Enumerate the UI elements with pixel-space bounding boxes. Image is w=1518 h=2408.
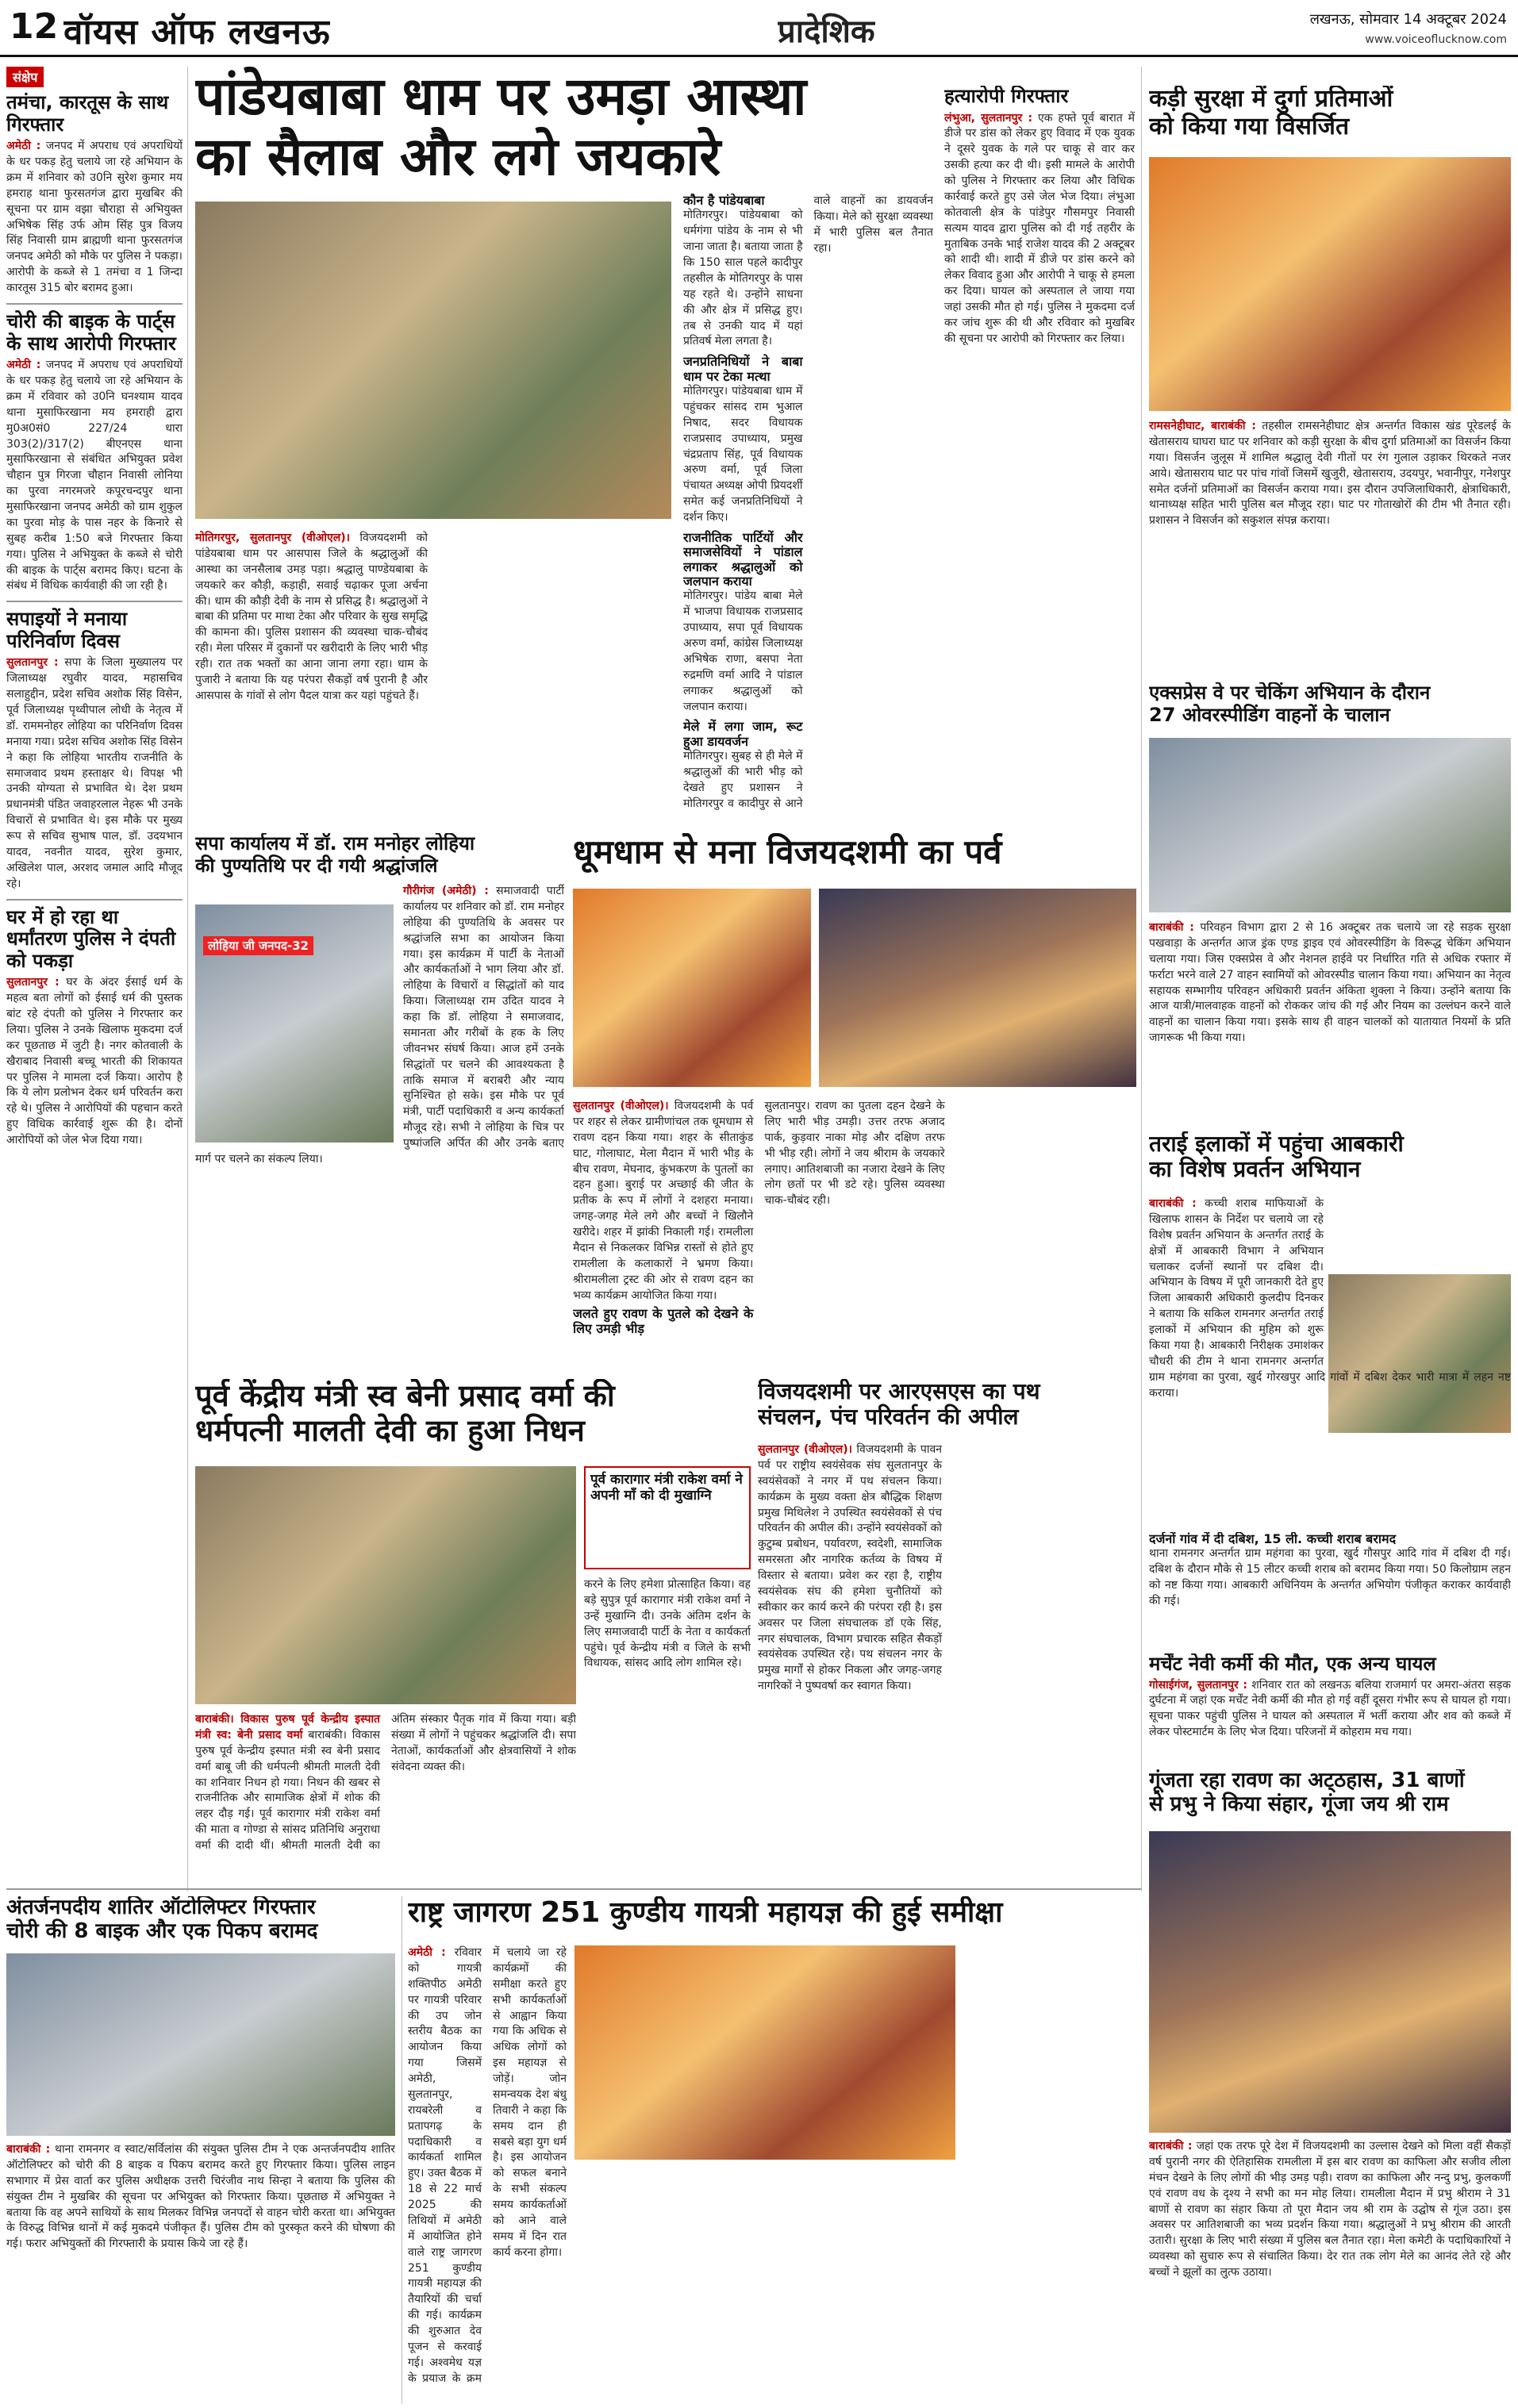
lead-story [195, 67, 933, 828]
gayatri-place: अमेठी : [408, 1946, 446, 1959]
express-photo [1149, 738, 1511, 912]
ravan-text: जहां एक तरफ पूरे देश में विजयदशमी का उल्लास देखने को मिला वहीं सैकड़ों वर्ष पुरानी नगर की ऐतिहासिक रामलीला में इस बार रावण का काफिला और सजीव लीला मंचन देखने के लिए लोगों की भीड़ उमड़ पड़ी। रावण का काफिला और नन्दु प्रभु, कुलकर्णी एवं रावण वध के दृश्य ने सभी का मन मोह लिया। रामलीला मैदान में प्रभु श्रीराम ने 31 बाणों से रावण का संहार किया तो पूरा मैदान जय श्री राम के उद्घोष से गूंज उठा। इस अवसर पर आतिशबाजी का भव्य प्रदर्शन किया गया। श्रद्धालुओं ने प्रभु श्रीराम की आरती उतारी। सुरक्षा के लिए भारी संख्या में पुलिस बल तैनात रहा। मेला कमेटी के पदाधिकारियों ने व्यवस्था को सुचारु रूप से संचालित किया। देर रात तक लोग मेले का आनंद लेते रहे और बच्चों ने झूलों का लुत्फ उठाया। [1149, 2140, 1511, 2279]
lead-text: विजयदशमी को पांडेयबाबा धाम पर आसपास जिले के श्रद्धालुओं की आस्था का जनसैलाब उमड़ पड़ा। श्रद्धालु पाण्डेयबाबा के जयकारे कर कौड़ी, कड़ाही, सवाई चढ़ाकर पूजा अर्चना की। धाम की कौड़ी देवी के नाम से प्रसिद्ध है। श्रद्धालुओं ने बाबा की प्रतिमा पर माथा टेका और परिवार के सुख समृद्धि की कामना की। पुलिस प्रशासन की व्यवस्था चाक-चौबंद रही। मेला परिसर में दुकानों पर खरीदारी के लिए भारी भीड़ रही। रात तक भक्तों का आना जाना लगा रहा। धाम के पुजारी ने बताया कि यह परंपरा सैकड़ों वर्ष पुरानी है और आसपास के गांवों से लोग पैदल यात्रा कर यहां पहुंचते हैं। [195, 532, 428, 702]
brief-place-3: सुलतानपुर : [6, 656, 59, 670]
lead-photo-caption: मोतिगरपुर, सुलतानपुर (वीओएल)। [195, 532, 350, 544]
rss-headline-2: संचलन, पंच परिवर्तन की अपील [758, 1404, 1019, 1431]
brief-headline-4: घर में हो रहा था धर्मांतरण पुलिस ने दंपती को पकड़ा [6, 905, 176, 972]
brief-text-2: जनपद में अपराध एवं अपराधियों के धर पकड़ हेतु चलाये जा रहे अभियान के क्रम में रविवार को उ0नि घनश्याम यादव थाना मुसाफिरखाना मय हमराही द्वारा मु0अ0सं0 227/24 धारा 303(2)/317(2) बीएनएस थाना मुसाफिरखाना से संबंधित अभियुक्त प्रवेश चौहान पुत्र गिरजा चौहान निवासी लोनिया का पुरवा नगरमजरे कपूरचन्दपुर थाना मुसाफिरखाना जनपद अमेठी को ग्राम शुकुल का पुरवा मोड़ के पास नहर के किनारे से सुबह करीब 1:50 बजे गिरफ्तार किया गया। पुलिस ने अभियुक्त के कब्जे से चोरी की बाइक के पार्ट्स बरामद किए। घटना के संबंध में विधिक कार्यवाही की जा रही है। [6, 359, 183, 593]
lohia-text: समाजवादी पार्टी कार्यालय पर शनिवार को डॉ. राम मनोहर लोहिया की पुण्यतिथि के अवसर पर श्रद्धांजलि सभा का आयोजन किया गया। इस कार्यक्रम में पार्टी के नेताओं और कार्यकर्ताओं ने भाग लिया और डॉ. लोहिया के विचारों व सिद्धांतों को याद किया। जिलाध्यक्ष राम उदित यादव ने कहा कि डॉ. लोहिया ने समाजवाद, समानता और गरीबों के हक के लिए जीवनभर संघर्ष किया। आज हमें उनके सिद्धांतों पर चलने की आवश्यकता है ताकि समाज में बराबरी और न्याय सुनिश्चित हो सके। इस मौके पर पूर्व मंत्री, पार्टी पदाधिकारी व अन्य कार्यकर्ता मौजूद रहे। सभी ने लोहिया के चित्र पर पुष्पांजलि अर्पित की और उनके बताए मार्ग पर चलने का संकल्प लिया। [195, 885, 564, 1166]
durga-headline-1: कड़ी सुरक्षा में दुर्गा प्रतिमाओं [1149, 86, 1393, 113]
website-link[interactable]: www.voiceoflucknow.com [1365, 33, 1507, 46]
brief-text-1: जनपद में अपराध एवं अपराधियों के धर पकड़ हेतु चलाये जा रहे अभियान के क्रम में शनिवार को उ0नि सुरेश कुमार मय हमराह थाना फुरसतगंज द्वारा मुखबिर की सूचना पर ग्राम वझा चौराहा से अभियुक्त अभिषेक सिंह उर्फ ओम सिंह पुत्र विजय सिंह निवासी ग्राम ब्राह्मणी थाना फुरसतगंज जनपद अमेठी को मौके पर पुलिस ने पकड़ा। आरोपी के कब्जे से 1 तमंचा व 1 जिन्दा कारतूस 315 बोर बरामद हुआ। [6, 140, 183, 295]
chor-text: थाना रामनगर व स्वाट/सर्विलांस की संयुक्त पुलिस टीम ने एक अन्तर्जनपदीय शातिर ऑटोलिफ्टर को चोरी की 8 बाइक व पिकप बरामद करते हुए गिरफ्तार किया। पुलिस लाइन सभागार में प्रेस वार्ता कर पुलिस अधीक्षक उत्तरी चिरंजीव नाथ सिन्हा ने बताया कि पुलिस की संयुक्त टीम ने मुखबिर की सूचना पर अभियुक्त को गिरफ्तार किया। पूछताछ में अभियुक्त ने बताया कि वह अपने साथियों के साथ मिलकर विभिन्न जनपदों से वाहन चोरी करता था। अभियुक्त के विरुद्ध विभिन्न थानों में कई मुकदमे पंजीकृत हैं। पुलिस टीम को पुरस्कृत करने की घोषणा की गई। फरार अभियुक्तों की गिरफ्तारी के प्रयास किये जा रहे हैं। [6, 2143, 395, 2251]
rss-headline-1: विजयदशमी पर आरएसएस का पथ [758, 1379, 1040, 1404]
brief-headline-3: सपाइयों ने मनाया परिनिर्वाण दिवस [6, 608, 128, 652]
express-text: परिवहन विभाग द्वारा 2 से 16 अक्टूबर तक चलाये जा रहे सड़क सुरक्षा पखवाड़ा के अन्तर्गत आज ड्रंक एण्ड ड्राइव एवं ओवरस्पीडिंग के विरूद्ध चेकिंग अभियान चलाया गया। जिस एक्सप्रेस वे और नेशनल हाईवे पर निर्धारित गति से अधिक रफ्तार में फर्राटा भरने वाले 27 वाहन स्वामियों को ओवरस्पीड चालान किया गया। अभियान का नेतृत्व सहायक सम्भागीय परिवहन अधिकारी प्रवर्तन अंकिता शुक्ला ने किया। उन्होंने बताया कि आज यात्री/मालवाहक वाहनों को रोककर जांच की गई और नियम का उल्लंघन करने वाले वाहनों का चालान किया गया। इसके साथ ही वाहन चालकों को यातायात नियमों के प्रति जागरूक भी किया गया। [1149, 921, 1511, 1045]
lead-sub-1-text: मोतिगरपुर। पांडेयबाबा को धर्मगंगा पांडेय के नाम से भी जाना जाता है। बताया जाता है कि 150 साल पहले कादीपुर तहसील के मोतिगरपुर के पास यह रहते थे। उन्होंने साधना की और क्षेत्र में प्रसिद्ध हुए। तब से उनकी याद में यहां प्रतिवर्ष मेला लगता है। [683, 209, 803, 348]
durga-place: रामसनेहीघाट, बाराबंकी : [1149, 420, 1256, 432]
lohia-headline-1: सपा कार्यालय में डॉ. राम मनोहर लोहिया [195, 833, 475, 855]
express-headline-1: एक्सप्रेस वे पर चेकिंग अभियान के दौरान [1149, 682, 1431, 704]
ravan-place: बाराबंकी : [1149, 2140, 1193, 2153]
abkari-headline-2: का विशेष प्रवर्तन अभियान [1149, 1156, 1361, 1183]
beni-quote: पूर्व कारागार मंत्री राकेश वर्मा ने अपनी माँ को दी मुखाग्नि [590, 1472, 743, 1504]
page-number: 12 [10, 6, 59, 47]
vijayadashami-headline: धूमधाम से मना विजयदशमी का पर्व [573, 833, 1002, 871]
brief-place-2: अमेठी : [6, 359, 41, 372]
abkari-highlight: दर्जनों गांव में दी दबिश, 15 ली. कच्ची शराब बरामद [1149, 1532, 1397, 1546]
durga-headline-2: को किया गया विसर्जित [1149, 112, 1350, 140]
beni-quote-box [584, 1466, 751, 1569]
chor-place: बाराबंकी : [6, 2143, 51, 2156]
sankshep-column [6, 67, 183, 1899]
hatyaropi-text: एक हफ्ते पूर्व बारात में डीजे पर डांस को लेकर हुए विवाद में एक युवक ने दूसरे युवक के गले पर चाकू से वार कर उसकी हत्या कर दी थी। इसी मामले के आरोपी को पुलिस ने गिरफ्तार कर लिया और विधिक कार्रवाई करते हुए उसे जेल भेज दिया। लंभुआ कोतवाली क्षेत्र के पांडेपुर गौसमपुर निवासी सत्यम यादव द्वारा पुलिस को दी गई तहरीर के मुताबिक उनके भाई राजेश यादव की 2 अक्टूबर को शादी थी। शादी में डीजे पर डांस करने को लेकर विवाद हुआ और आरोपी ने चाकू से हमला कर दिया। घायल को अस्पताल ले जाया गया जहां उसकी मौत हो गई। पुलिस ने मुकदमा दर्ज कर जांच शुरू की थी और रविवार को मुखबिर की सूचना पर आरोपी को गिरफ्तार कर लिया। [944, 111, 1135, 345]
beni-headline-1: पूर्व केंद्रीय मंत्री स्व बेनी प्रसाद वर्मा की [195, 1379, 615, 1413]
vijayadashami-text: विजयदशमी के पर्व पर शहर से लेकर ग्रामीणांचल तक धूमधाम से रावण दहन किया गया। शहर के सीताकुंड घाट, गोलाघाट, मेला मैदान में भारी भीड़ के बीच रावण, मेघनाद, कुंभकरण के पुतलों का दहन हुआ। बुराई पर अच्छाई की जीत के प्रतीक के रूप में लोगों ने दशहरा मनाया। जगह-जगह मेले लगे और बच्चों ने खिलौने खरीदे। शहर में झांकी निकाली गई। रामलीला मैदान से निकलकर विभिन्न रास्तों से होते हुए रामलीला के कलाकारों ने भ्रमण किया। श्रीरामलीला ट्रस्ट की ओर से रावण दहन का भव्य कार्यक्रम आयोजित किया गया। [573, 1100, 754, 1302]
beni-quote-text: करने के लिए हमेशा प्रोत्साहित किया। वह बड़े सुपुत्र पूर्व कारागार मंत्री राकेश वर्मा ने उन्हें मुखाग्नि दी। उनके अंतिम दर्शन के लिए समाजवादी पार्टी के नेता व कार्यकर्ता पहुंचे। पूर्व केन्द्रीय मंत्री व जिले के सभी विधायक, सांसद आदि लोग शामिल रहे। [584, 1578, 751, 1670]
brief-place-4: सुलतानपुर : [6, 976, 60, 989]
chor-headline-1: अंतर्जनपदीय शातिर ऑटोलिफ्टर गिरफ्तार [6, 1896, 316, 1919]
paper-name: वॉयस ऑफ लखनऊ [63, 12, 331, 52]
brief-text-3: सपा के जिला मुख्यालय पर जिलाध्यक्ष रघुवीर यादव, महासचिव सलाहुद्दीन, प्रदेश सचिव अशोक सिंह विसेन, पूर्व जिलाध्यक्ष पृथ्वीपाल लोधी के नेतृत्व में डॉ. राममनोहर लोहिया का परिनिर्वाण दिवस मनाया गया। प्रदेश सचिव अशोक सिंह विसेन ने कहा कि लोहिया भारतीय राजनीति के समाजवाद प्रथम हस्ताक्षर थे। विपक्ष भी उनकी योग्यता से प्रभावित थे। देश प्रथम प्रधानमंत्री पंडित जवाहरलाल नेहरू भी उनके विचारों से प्रभावित थे। इस मौके पर मुख्य रूप से सचिव सुभाष पाल, डॉ. उदयभान यादव, नवनीत यादव, सुरेश कुमार, अखिलेश पाल, अरशद जमाल आदि मौजूद रहे। [6, 656, 183, 890]
express-story [1149, 682, 1511, 1127]
rss-story [758, 1379, 1137, 1871]
gayatri-text: रविवार को गायत्री शक्तिपीठ अमेठी पर गायत्री परिवार की उप जोन स्तरीय बैठक का आयोजन किया गया जिसमें अमेठी, सुलतानपुर, रायबरेली व प्रतापगढ़ के पदाधिकारी व कार्यकर्ता शामिल हुए। उक्त बैठक में 18 से 22 मार्च 2025 की तिथियों में अमेठी में आयोजित होने वाले राष्ट्र जागरण 251 कुण्डीय गायत्री महायज्ञ की तैयारियों की चर्चा की गई। कार्यक्रम की शुरुआत देव पूजन से करवाई गई। अश्वमेध यज्ञ के प्रयाज के क्रम में चलाये जा रहे कार्यक्रमों की समीक्षा करते हुए सभी कार्यकर्ताओं से आह्वान किया गया कि अधिक से अधिक लोगों को इस महायज्ञ से जोड़ें। जोन समन्वयक देश बंधु तिवारी ने कहा कि समय दान ही सबसे बड़ा युग धर्म है। इस आयोजन को सफल बनाने के सभी संकल्प समय कार्यकर्ताओं को आने वाले समय में दिन रात कार्य करना होगा। [408, 1946, 567, 2385]
merchant-place: गोसाईगंज, सुलतानपुर : [1149, 1678, 1247, 1692]
merchant-headline: मर्चेंट नेवी कर्मी की मौत, एक अन्य घायल [1149, 1653, 1436, 1675]
ravan-story [1149, 1769, 1511, 2404]
merchant-text: शनिवार रात को लखनऊ बलिया राजमार्ग पर अमरा-अंतरा सड़क दुर्घटना में जहां एक मर्चेंट नेवी कर्मी की मौत हो गई वहीं दूसरा गंभीर रूप से घायल हो गया। सूचना पाकर पहुंची पुलिस ने घायल को अस्पताल में भर्ती कराया और शव को कब्जे में लेकर पोस्टमार्टम के लिए भेज दिया। परिजनों में कोहराम मच गया। [1149, 1678, 1511, 1739]
hatyaropi-headline: हत्यारोपी गिरफ्तार [944, 86, 1069, 107]
lohia-photo-banner: लोहिया जी जनपद-32 [203, 936, 313, 955]
beni-photo [195, 1466, 576, 1704]
merchant-story [1149, 1653, 1511, 1765]
lohia-place: गौरीगंज (अमेठी) : [403, 885, 489, 897]
chor-headline-2: चोरी की 8 बाइक और एक पिकप बरामद [6, 1918, 318, 1943]
abkari-text: कच्ची शराब माफियाओं के खिलाफ शासन के निर्देश पर चलाये जा रहे विशेष प्रवर्तन अभियान के अन्तर्गत तराई के क्षेत्रों में आबकारी विभाग ने अभियान चलाकर दर्जनों स्थानों पर दबिश दी। अभियान के विषय में पूरी जानकारी देते हुए जिला आबकारी अधिकारी कुलदीप दिनकर ने बताया कि सकिल रामनगर अन्तर्गत तराई इलाकों में अभियान की मुहिम को शुरू किया गया है। आबकारी निरीक्षक उमाशंकर चौधरी की टीम ने थाना रामनगर अन्तर्गत ग्राम महंगवा का पुरवा, खुर्द गोरखपुर आदि गांवों में दबिश देकर भारी मात्रा में लहन नष्ट कराया। [1149, 1197, 1511, 1400]
abkari-highlight-text: थाना रामनगर अन्तर्गत ग्राम महंगवा का पुरवा, खुर्द गौसपुर आदि गांव में दबिश दी गई। दबिश के दौरान मौके से 15 लीटर कच्ची शराब को बरामद किया गया। 50 किलोग्राम लहन को नष्ट किया गया। आबकारी अधिनियम के अन्तर्गत अभियोग पंजीकृत कराकर कार्यवाही की गई। [1149, 1547, 1511, 1608]
beni-headline-2: धर्मपत्नी मालती देवी का हुआ निधन [195, 1412, 585, 1448]
lohia-headline-2: की पुण्यतिथि पर दी गयी श्रद्धांजलि [195, 854, 438, 877]
section-title: प्रादेशिक [778, 13, 875, 50]
sankshep-label: संक्षेप [6, 67, 44, 87]
express-place: बाराबंकी : [1149, 921, 1194, 934]
vijayadashami-photo-2 [819, 889, 1136, 1087]
rss-place: सुलतानपुर (वीओएल)। [758, 1443, 852, 1456]
express-headline-2: 27 ओवरस्पीडिंग वाहनों के चालान [1149, 703, 1390, 726]
abkari-story [1149, 1131, 1511, 1647]
lohia-story [195, 833, 564, 1373]
dateline: लखनऊ, सोमवार 14 अक्टूबर 2024 [1309, 11, 1507, 28]
lead-photo [195, 202, 671, 519]
lead-headline-2: का सैलाब और लगे जयकारे [195, 125, 721, 187]
beni-text: बाराबंकी। विकास पुरुष पूर्व केन्द्रीय इस्पात मंत्री स्व बेनी प्रसाद वर्मा बाबू जी की धर्मपत्नी श्रीमती मालती देवी का शनिवार निधन हो गया। निधन की खबर से राजनीतिक और सामाजिक क्षेत्रों में शोक की लहर दौड़ गई। पूर्व कारागार मंत्री राकेश वर्मा की माता व गोण्डा से सांसद प्रतिनिधि अनुराधा वर्मा की दादी थीं। श्रीमती मालती देवी का अंतिम संस्कार पैतृक गांव में किया गया। बड़ी संख्या में लोगों ने पहुंचकर श्रद्धांजलि दी। सपा नेताओं, कार्यकर्ताओं और क्षेत्रवासियों ने शोक संवेदना व्यक्त की। [195, 1713, 576, 1852]
brief-place-1: अमेठी : [6, 140, 41, 153]
brief-headline-1: तमंचा, कारतूस के साथ गिरफ्तार [6, 91, 169, 136]
vijayadashami-sub: जलते हुए रावण के पुतले को देखने के लिए उमड़ी भीड़ [573, 1306, 754, 1336]
abkari-place: बाराबंकी : [1149, 1197, 1197, 1210]
vijayadashami-place: सुलतानपुर (वीओएल)। [573, 1100, 669, 1112]
lead-sub-4: मेले में लगा जाम, रूट हुआ डायवर्जन [683, 719, 803, 749]
durga-text: तहसील रामसनेहीघाट क्षेत्र अन्तर्गत विकास खंड पूरेडलई के खेतासराय घाघरा घाट पर शनिवार को कड़ी सुरक्षा के बीच दुर्गा प्रतिमाओं का विसर्जन किया गया। विसर्जन जुलूस में शामिल श्रद्धालु देवी गीतों पर रंग गुलाल उड़ाकर थिरकते नजर आये। खेतासराय घाट पर पांच गांवों जिसमें खुजुरी, खेतासराय, उदयपुर, भवानीपुर, गनेशपुर समेत दर्जनों प्रतिमाओं का विसर्जन कराया गया। इस दौरान उपजिलाधिकारी, क्षेत्राधिकारी, थानाध्यक्ष सहित भारी पुलिस बल मौजूद रहा। घाट पर गोताखोरों की टीम भी तैनात रही। प्रशासन ने विसर्जन को सकुशल संपन्न कराया। [1149, 420, 1511, 528]
lead-sub-3: राजनीतिक पार्टियों और समाजसेवियों ने पांडाल लगाकर श्रद्धालुओं को जलपान कराया [683, 529, 803, 590]
gayatri-headline: राष्ट्र जागरण 251 कुण्डीय गायत्री महायज्ञ की हुई समीक्षा [408, 1896, 1003, 1929]
lead-sub-2: जनप्रतिनिधियों ने बाबा धाम पर टेका मत्था [683, 354, 803, 384]
beni-photo-caption: बाराबंकी। विकास पुरुष पूर्व केन्द्रीय इस्पात मंत्री स्व: बेनी प्रसाद वर्मा [195, 1713, 380, 1742]
hatyaropi-place: लंभुआ, सुलतानपुर : [944, 111, 1033, 125]
lead-sub-3-text: मोतिगरपुर। पांडेय बाबा मेले में भाजपा विधायक राजप्रसाद उपाध्याय, सपा पूर्व विधायक अरुण वर्मा, कांग्रेस जिलाध्यक्ष अभिषेक राणा, बसपा नेता रुद्रमणि वर्मा आदि ने पांडाल लगाकर श्रद्धालुओं को जलपान कराया। [683, 590, 803, 713]
masthead [0, 0, 1518, 57]
rss-text: विजयदशमी के पावन पर्व पर राष्ट्रीय स्वयंसेवक संघ सुलतानपुर के स्वयंसेवकों ने नगर में पथ संचलन किया। कार्यक्रम के मुख्य वक्ता क्षेत्र बौद्धिक शिक्षण प्रमुख मिथिलेश ने उपस्थित स्वयंसेवकों से पंच परिवर्तन की अपील की। उन्होंने स्वयंसेवकों को कुटुम्ब प्रबोधन, पर्यावरण, स्वदेशी, सामाजिक समरसता और नागरिक कर्तव्य के विषय में विस्तार से बताया। प्रवेश कर रहा है, राष्ट्रीय स्वयंसेवक संघ की हमेशा चुनौतियों को स्वीकार कर कार्य करने की परंपरा रही है। इस अवसर पर जिला संघचालक डॉ एके सिंह, नगर संघचालक, विभाग प्रचारक सहित सैकड़ों स्वयंसेवक उपस्थित रहे। पथ संचलन नगर के प्रमुख मार्गों से होकर निकला और जगह-जगह नागरिकों ने पुष्पवर्षा कर स्वागत किया। [758, 1443, 942, 1693]
vijayadashami-story [573, 833, 1136, 1373]
brief-text-4: घर के अंदर ईसाई धर्म के महत्व बता लोगों को ईसाई धर्म की पुस्तक बांट रहे दंपती को पुलिस ने गिरफ्तार कर लिया। पुलिस ने उनके खिलाफ मुकदमा दर्ज कर पूछताछ में जुटी है। नगर कोतवाली के खैराबाद निवासी बच्चू भारती की शिकायत पर पुलिस ने मामला दर्ज किया। आरोप है कि ये लोग प्रलोभन देकर धर्म परिवर्तन करा रहे थे। पुलिस ने आरोपियों की पहचान करते हुए विधिक कार्रवाई शुरू की है। दोनों आरोपियों को जेल भेज दिया गया। [6, 976, 183, 1147]
durga-story [1149, 86, 1511, 673]
ravan-headline-1: गूंजता रहा रावण का अट्‌ठहास, 31 बाणों [1149, 1769, 1465, 1792]
durga-photo [1149, 157, 1511, 411]
ravan-photo [1149, 1831, 1511, 2133]
brief-headline-2: चोरी की बाइक के पार्ट्स के साथ आरोपी गिरफ्तार [6, 309, 176, 355]
lead-sub-2-text: मोतिगरपुर। पांडेयबाबा धाम में पहुंचकर सांसद राम भुआल निषाद, सदर विधायक राजप्रसाद उपाध्याय, प्रमुख चंद्रप्रताप सिंह, पूर्व विधायक अरुण वर्मा, पूर्व जिला पंचायत अध्यक्ष ओपी प्रियदर्शी समेत कई जनप्रतिनिधियों ने दर्शन किए। [683, 385, 803, 524]
lead-sub-1: कौन है पांडेयबाबा [683, 194, 765, 208]
vijayadashami-photo-1 [573, 889, 811, 1087]
beni-story [195, 1379, 751, 1871]
chor-photo [6, 1953, 395, 2136]
vijayadashami-sub-text: सुलतानपुर। रावण का पुतला दहन देखने के लिए भारी भीड़ उमड़ी। उत्तर तरफ अजाद पार्क, कुड़वार नाका मोड़ और दक्षिण तरफ भी भीड़ रही। लोगों ने जय श्रीराम के जयकारे लगाए। आतिशबाजी का नजारा देखने के लिए लोग छतों पर भी डटे रहे। पुलिस व्यवस्था चाक-चौबंद रही। [764, 1100, 945, 1208]
chor-story [6, 1896, 395, 2404]
lead-headline-1: पांडेयबाबा धाम पर उमड़ा आस्था [195, 67, 807, 127]
ravan-headline-2: से प्रभु ने किया संहार, गूंजा जय श्री राम [1149, 1792, 1449, 1816]
hatyaropi-story [944, 86, 1135, 831]
gayatri-story [408, 1896, 1141, 2404]
abkari-headline-1: तराई इलाकों में पहुंचा आबकारी [1149, 1131, 1404, 1157]
lead-sub-4-text: मोतिगरपुर। सुबह से ही मेले में श्रद्धालुओं की भारी भीड़ को देखते हुए प्रशासन ने मोतिगरपुर व कादीपुर से आने वाले वाहनों का डायवर्जन किया। मेले को सुरक्षा व्यवस्था में भारी पुलिस बल तैनात रहा। [683, 194, 933, 810]
